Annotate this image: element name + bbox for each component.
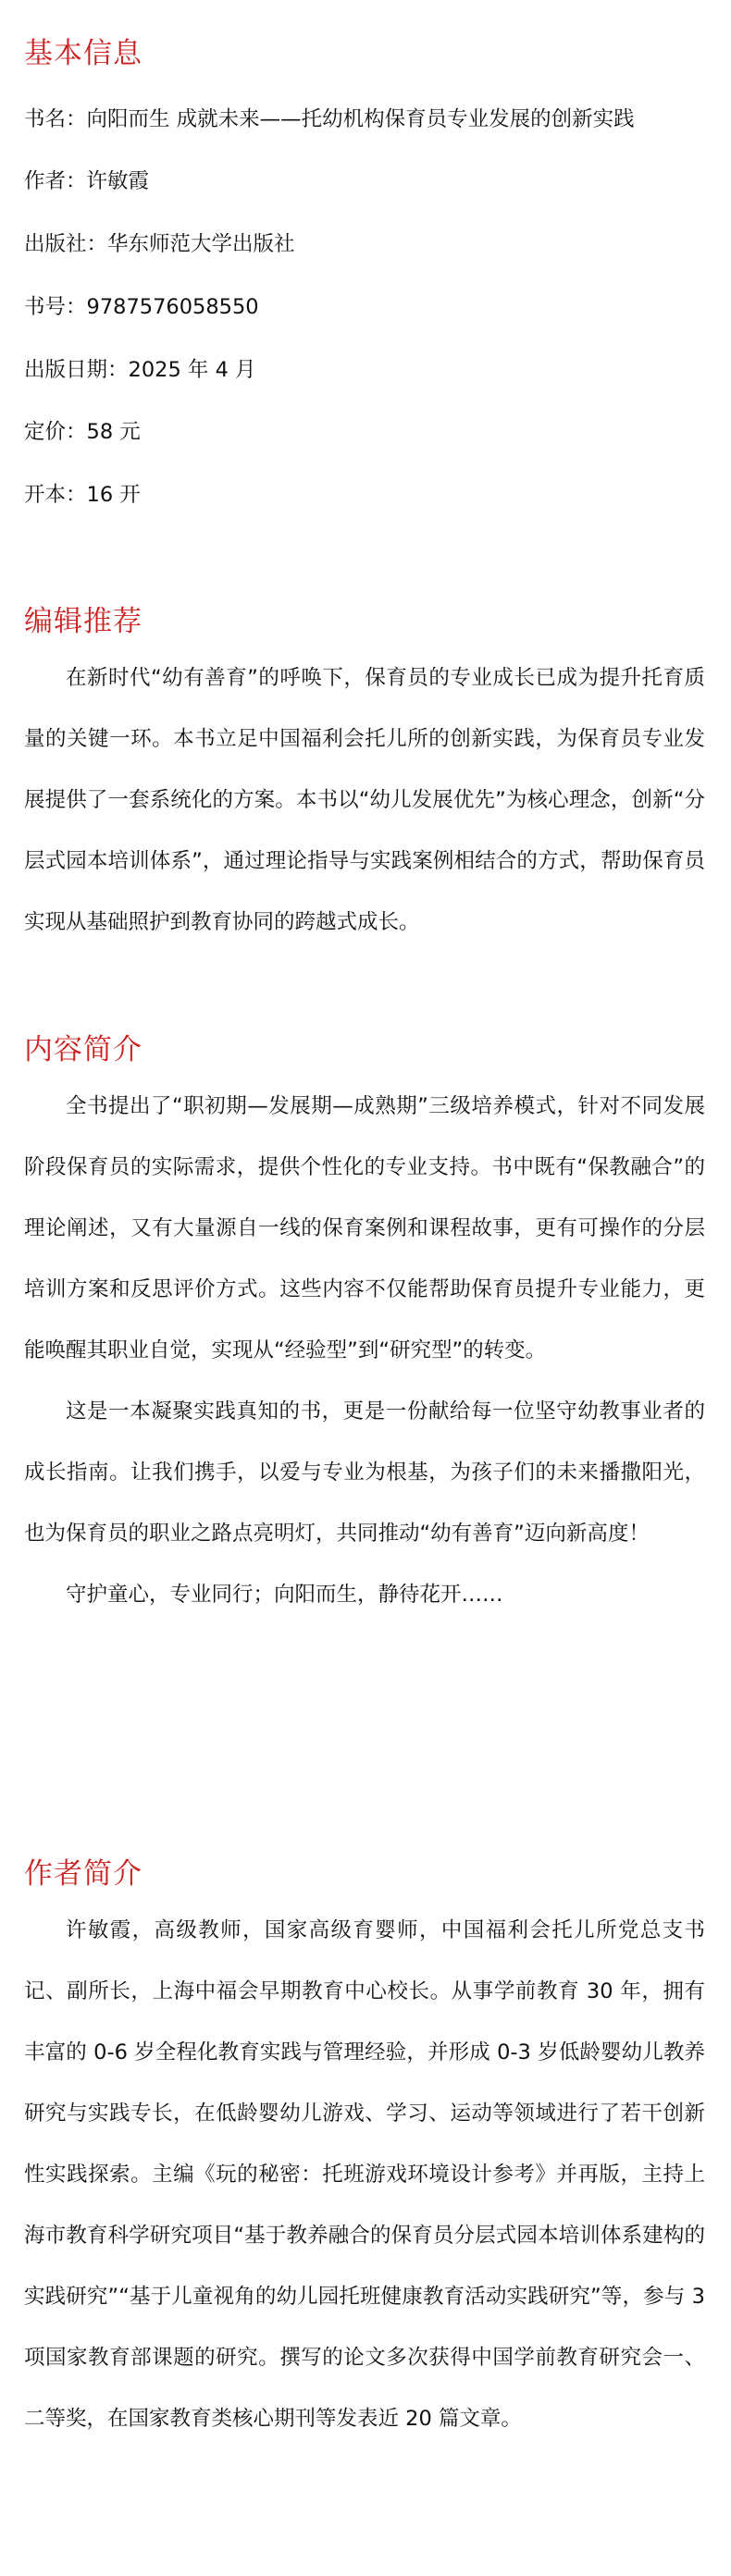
editor-recommendation-heading: 编辑推荐 (24, 605, 142, 638)
content-summary-paragraph-1: 全书提出了“职初期—发展期—成熟期”三级培养模式，针对不同发展阶段保育员的实际需求，提供个性化的专业支持。书中既有“保教融合”的理论阐述，又有大量源自一线的保育案例和课程故事，更有可操作的分层培训方案和反思评价方式。这些内容不仅能帮助保育员提升专业能力，更能唤醒其职业自觉，实现从“经验型”到“研究型”的转变。 (24, 1094, 705, 1362)
isbn-line: 书号：9787576058550 (24, 295, 259, 319)
info-line-format (24, 481, 705, 509)
info-line-author (24, 167, 705, 195)
publish-date-line: 出版日期：2025 年 4 月 (24, 358, 256, 382)
info-line-isbn (24, 293, 705, 321)
author-intro-body (24, 1900, 705, 2449)
author-intro-heading: 作者简介 (24, 1857, 142, 1891)
author-intro-section (24, 1855, 705, 1892)
editor-recommendation-paragraph: 在新时代“幼有善育”的呼唤下，保育员的专业成长已成为提升托育质量的关键一环。本书立足中国福利会托儿所的创新实践，为保育员专业发展提供了一套系统化的方案。本书以“幼儿发展优先”为核心理念，创新“分层式园本培训体系”，通过理论指导与实践案例相结合的方式，帮助保育员实现从基础照护到教育协同的跨越式成长。 (24, 666, 705, 934)
publisher-line: 出版社：华东师范大学出版社 (24, 232, 295, 256)
basic-info-section (24, 35, 705, 72)
author-line: 作者：许敏霞 (24, 169, 150, 193)
editor-recommendation-body (24, 647, 705, 953)
book-title-line: 书名：向阳而生 成就未来——托幼机构保育员专业发展的创新实践 (24, 107, 635, 131)
content-summary-section (24, 1031, 705, 1068)
info-line-title (24, 105, 705, 133)
info-line-date (24, 356, 705, 384)
basic-info-heading: 基本信息 (24, 37, 142, 70)
editor-recommendation-section (24, 603, 705, 640)
content-summary-heading: 内容简介 (24, 1033, 142, 1066)
info-line-publisher (24, 230, 705, 258)
content-summary-paragraph-3: 守护童心，专业同行；向阳而生，静待花开…… (66, 1583, 503, 1607)
content-summary-paragraph-2: 这是一本凝聚实践真知的书，更是一份献给每一位坚守幼教事业者的成长指南。让我们携手，以爱与专业为根基，为孩子们的未来播撒阳光，也为保育员的职业之路点亮明灯，共同推动“幼有善育”迈向新高度！ (24, 1399, 705, 1546)
price-line: 定价：58 元 (24, 420, 141, 444)
info-line-price (24, 418, 705, 446)
format-line: 开本：16 开 (24, 483, 141, 507)
content-summary-body (24, 1076, 705, 1625)
author-intro-paragraph: 许敏霞，高级教师，国家高级育婴师，中国福利会托儿所党总支书记、副所长，上海中福会早期教育中心校长。从事学前教育 30 年，拥有丰富的 0-6 岁全程化教育实践与管理经验，并形成 0-3 岁低龄婴幼儿教养研究与实践专长，在低龄婴幼儿游戏、学习、运动等领域进行了若干创新性实践探索。主编《玩的秘密：托班游戏环境设计参考》并再版，主持上海市教育科学研究项目“基于教养融合的保育员分层式园本培训体系建构的实践研究”“基于儿童视角的幼儿园托班健康教育活动实践研究”等，参与 3 项国家教育部课题的研究。撰写的论文多次获得中国学前教育研究会一、二等奖，在国家教育类核心期刊等发表近 20 篇文章。 (24, 1918, 705, 2431)
